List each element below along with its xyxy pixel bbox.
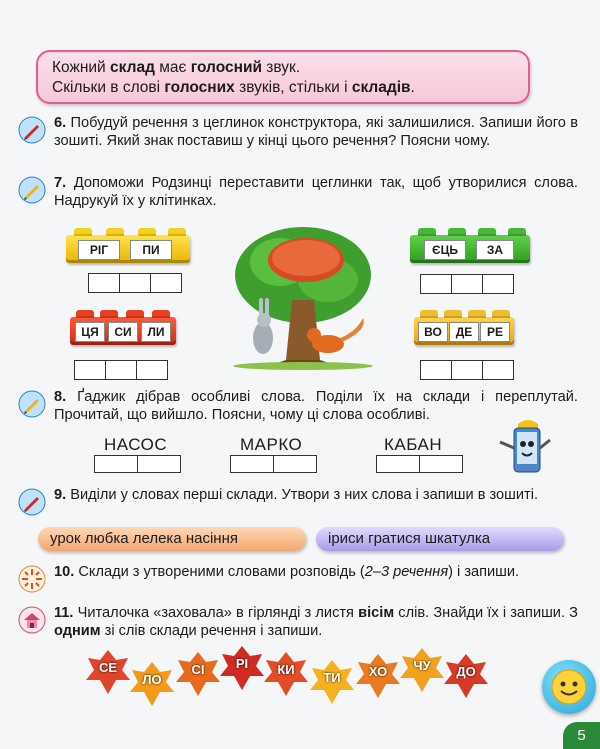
tree-illustration (228, 220, 378, 370)
rule-line-2: Скільки в слові голосних звуків, стільки і складів. (52, 79, 415, 96)
task-11: 11. Читалочка «заховала» в гірлянді з листя вісім слів. Знайди їх і запиши. З одним зі слів склади речення і запиши. (18, 604, 578, 644)
word-nasos: НАСОС (104, 435, 168, 454)
leaf-9: ДО (444, 652, 488, 700)
house-icon (18, 606, 46, 634)
task-7: 7. Допоможи Родзинці переставити цеглинки так, щоб утворилися слова. Надрукуй їх у клітинках. (18, 174, 578, 214)
task-6: 6. Побудуй речення з цеглинок конструктора, які залишилися. Запиши його в зошиті. Який знак поставиш у кінці цього речення? Поясни чому. (18, 114, 578, 170)
brick-2 (70, 317, 176, 345)
leaf-2: ЛО (130, 660, 174, 708)
word-marko: МАРКО (240, 435, 303, 454)
rule-box (36, 50, 530, 104)
leaf-6: ТИ (310, 658, 354, 706)
pencil-icon (18, 176, 46, 204)
leaf-4: РІ (220, 644, 264, 692)
brick-2-syllable-2: СИ (108, 322, 138, 342)
brick-4-syllable-2: ДЕ (449, 322, 479, 342)
brick-1 (66, 235, 190, 263)
pen-icon (18, 116, 46, 144)
brick-2-syllable-1: ЦЯ (75, 322, 105, 342)
brick-4-syllable-3: РЕ (480, 322, 510, 342)
brick-1-syllable-1: РІГ (78, 240, 120, 260)
task-10: 10. Склади з утвореними словами розповідь (2–3 речення) і запиши. (18, 563, 578, 603)
answer-cells-3 (420, 274, 513, 294)
smiley-icon (542, 660, 596, 714)
brick-2-syllable-3: ЛИ (141, 322, 171, 342)
brick-3-syllable-2: ЗА (476, 240, 514, 260)
leaf-7: ХО (356, 652, 400, 700)
rule-line-1: Кожний склад має голосний звук. (52, 59, 301, 76)
brick-4-syllable-1: ВО (418, 322, 448, 342)
task-8: 8. Ґаджик дібрав особливі слова. Поділи їх на склади і переплутай. Прочитай, що вийшло. Поясни, чому ці слова особливі. (18, 388, 578, 428)
brick-1-syllable-2: ПИ (130, 240, 172, 260)
phone-character-icon (492, 418, 552, 478)
answer-cells-nasos (94, 455, 180, 473)
leaf-8: ЧУ (400, 646, 444, 694)
page-number: 5 (563, 722, 600, 749)
leaf-3: СІ (176, 650, 220, 698)
word-group-1: урок любка лелека насіння (38, 527, 306, 551)
word-kaban: КАБАН (384, 435, 443, 454)
pen-icon (18, 488, 46, 516)
brick-3 (410, 235, 530, 263)
pencil-icon (18, 390, 46, 418)
brick-4 (414, 317, 514, 345)
firework-icon (18, 565, 46, 593)
word-group-2: іриси гратися шкатулка (316, 527, 564, 551)
answer-cells-4 (420, 360, 513, 380)
answer-cells-2 (74, 360, 167, 380)
leaf-5: КИ (264, 650, 308, 698)
brick-3-syllable-1: ЄЦЬ (424, 240, 466, 260)
task-9: 9. Виділи у словах перші склади. Утвори з них слова і запиши в зошиті. (18, 486, 578, 526)
answer-cells-1 (88, 273, 181, 293)
answer-cells-marko (230, 455, 316, 473)
leaf-garland (80, 640, 500, 710)
answer-cells-kaban (376, 455, 462, 473)
leaf-1: СЕ (86, 648, 130, 696)
